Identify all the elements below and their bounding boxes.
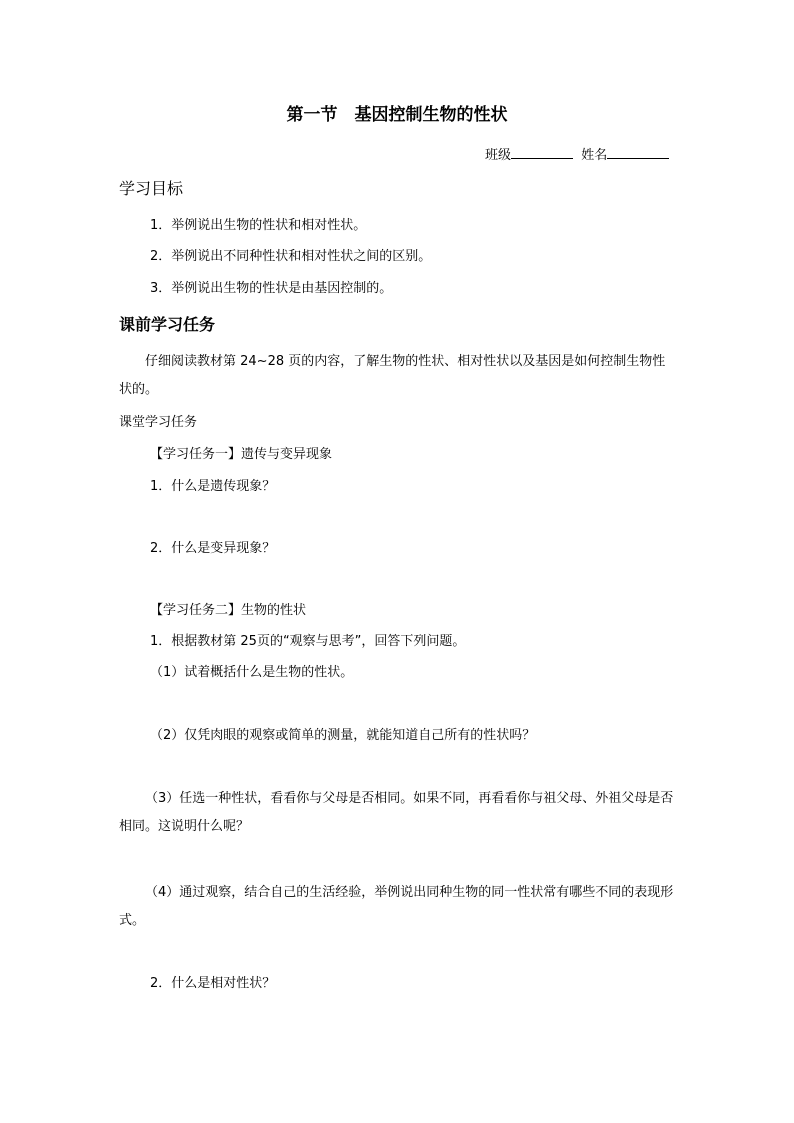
task2-heading: 【学习任务二】生物的性状 <box>150 603 307 618</box>
page-title: 第一节 基因控制生物的性状 <box>286 105 508 125</box>
task2-question-2: 2．什么是相对性状？ <box>150 976 276 991</box>
objective-2: 2．举例说出不同种性状和相对性状之间的区别。 <box>150 249 432 264</box>
class-name-line <box>485 146 669 165</box>
task1-question-1: 1．什么是遗传现象？ <box>150 479 276 494</box>
objective-3: 3．举例说出生物的性状是由基因控制的。 <box>150 281 393 296</box>
class-blank[interactable] <box>511 146 573 159</box>
name-label: 姓名 <box>581 148 608 163</box>
task2-sub-3: （3）任选一种性状，看看你与父母是否相同。如果不同，再看看你与祖父母、外祖父母是否相同。这说明什么呢？ <box>119 791 674 834</box>
name-blank[interactable] <box>607 146 669 159</box>
task2-sub-4: （4）通过观察，结合自己的生活经验，举例说出同种生物的同一性状常有哪些不同的表现形式。 <box>119 885 674 928</box>
objective-1: 1．举例说出生物的性状和相对性状。 <box>150 218 367 233</box>
task2-sub-2: （2）仅凭肉眼的观察或简单的测量，就能知道自己所有的性状吗？ <box>150 728 536 743</box>
task1-question-2: 2．什么是变异现象？ <box>150 541 276 556</box>
task2-question-1: 1．根据教材第 25页的“观察与思考”，回答下列问题。 <box>150 634 466 649</box>
preclass-text: 仔细阅读教材第 24~28 页的内容，了解生物的性状、相对性状以及基因是如何控制生物性状的。 <box>119 354 666 397</box>
task1-heading: 【学习任务一】遗传与变异现象 <box>150 447 333 462</box>
objectives-heading: 学习目标 <box>119 179 184 198</box>
preclass-heading: 课前学习任务 <box>119 315 216 334</box>
task2-sub-1: （1）试着概括什么是生物的性状。 <box>150 665 354 680</box>
class-label: 班级 <box>485 148 512 163</box>
inclass-heading: 课堂学习任务 <box>119 415 198 430</box>
